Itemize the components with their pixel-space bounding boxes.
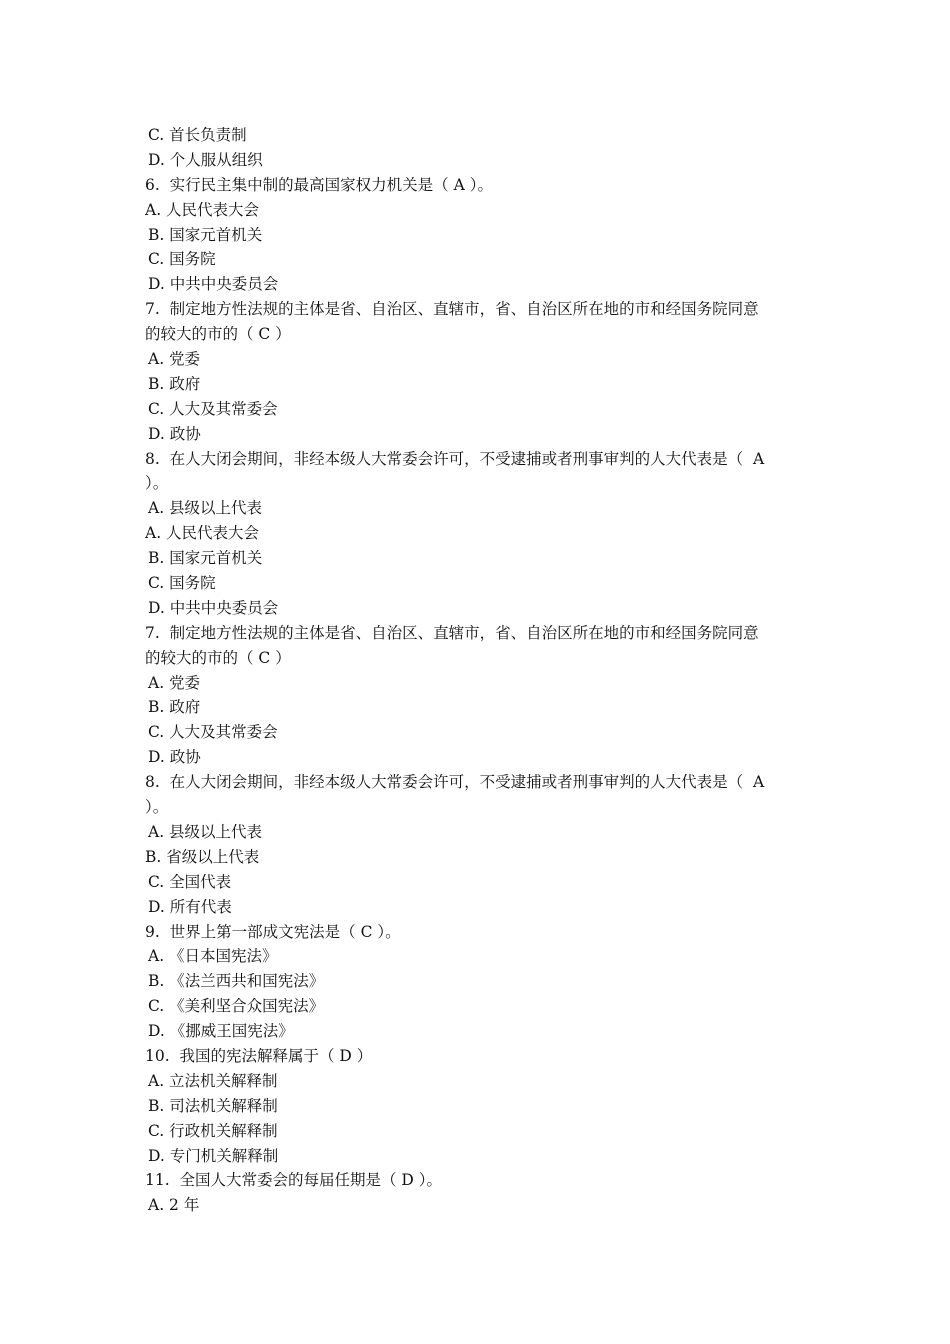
text-line: A. 立法机关解释制	[148, 1071, 278, 1090]
text-line: C. 《美利坚合众国宪法》	[148, 997, 325, 1016]
text-line: B. 国家元首机关	[148, 225, 263, 244]
text-line: D. 所有代表	[148, 897, 232, 916]
text-line: C. 国务院	[148, 250, 216, 269]
text-line: 8. 在人大闭会期间，非经本级人大常委会许可，不受逮捕或者刑事审判的人大代表是（ A	[145, 773, 765, 792]
text-line: D. 《挪威王国宪法》	[148, 1022, 294, 1041]
text-line: 11. 全国人大常委会的每届任期是（ D ）。	[145, 1171, 443, 1190]
text-line: C. 国务院	[148, 574, 216, 593]
text-line: 7. 制定地方性法规的主体是省、自治区、直辖市，省、自治区所在地的市和经国务院同意	[145, 300, 759, 319]
text-line: 6. 实行民主集中制的最高国家权力机关是（ A ）。	[145, 175, 493, 194]
text-line: A. 2 年	[148, 1196, 200, 1215]
text-line: C. 行政机关解释制	[148, 1121, 278, 1140]
document-page	[145, 123, 815, 1218]
text-line: 7. 制定地方性法规的主体是省、自治区、直辖市，省、自治区所在地的市和经国务院同意	[145, 623, 759, 642]
text-line: B. 政府	[148, 698, 201, 717]
text-line: D. 个人服从组织	[148, 150, 263, 169]
text-line: C. 人大及其常委会	[148, 399, 278, 418]
text-line: A. 县级以上代表	[148, 499, 263, 518]
text-line: D. 中共中央委员会	[148, 598, 279, 617]
text-line: D. 政协	[148, 748, 201, 767]
text-line: ）。	[145, 798, 169, 817]
text-line: 9. 世界上第一部成文宪法是（ C ）。	[145, 922, 401, 941]
text-line: 10. 我国的宪法解释属于（ D ）	[145, 1046, 373, 1065]
text-line: D. 中共中央委员会	[148, 275, 279, 294]
text-line: A. 党委	[148, 673, 201, 692]
text-line: B. 省级以上代表	[145, 847, 260, 866]
text-line: B. 《法兰西共和国宪法》	[148, 972, 325, 991]
text-line: ）。	[145, 474, 169, 493]
text-line: A. 县级以上代表	[148, 822, 263, 841]
text-line: A. 人民代表大会	[145, 200, 260, 219]
text-line: C. 首长负责制	[148, 126, 247, 144]
text-line: B. 政府	[148, 374, 201, 393]
text-line: C. 全国代表	[148, 872, 232, 891]
text-line: 的较大的市的（ C ）	[145, 648, 291, 667]
text-line: A. 人民代表大会	[145, 524, 260, 543]
text-line: B. 国家元首机关	[148, 549, 263, 568]
text-line: C. 人大及其常委会	[148, 723, 278, 742]
text-line: A. 《日本国宪法》	[148, 947, 278, 966]
text-line: A. 党委	[148, 350, 201, 369]
text-line: D. 政协	[148, 424, 201, 443]
text-line: D. 专门机关解释制	[148, 1146, 279, 1165]
text-line: 的较大的市的（ C ）	[145, 325, 291, 344]
text-line: 8. 在人大闭会期间，非经本级人大常委会许可，不受逮捕或者刑事审判的人大代表是（ A	[145, 449, 765, 468]
text-line: B. 司法机关解释制	[148, 1096, 278, 1115]
